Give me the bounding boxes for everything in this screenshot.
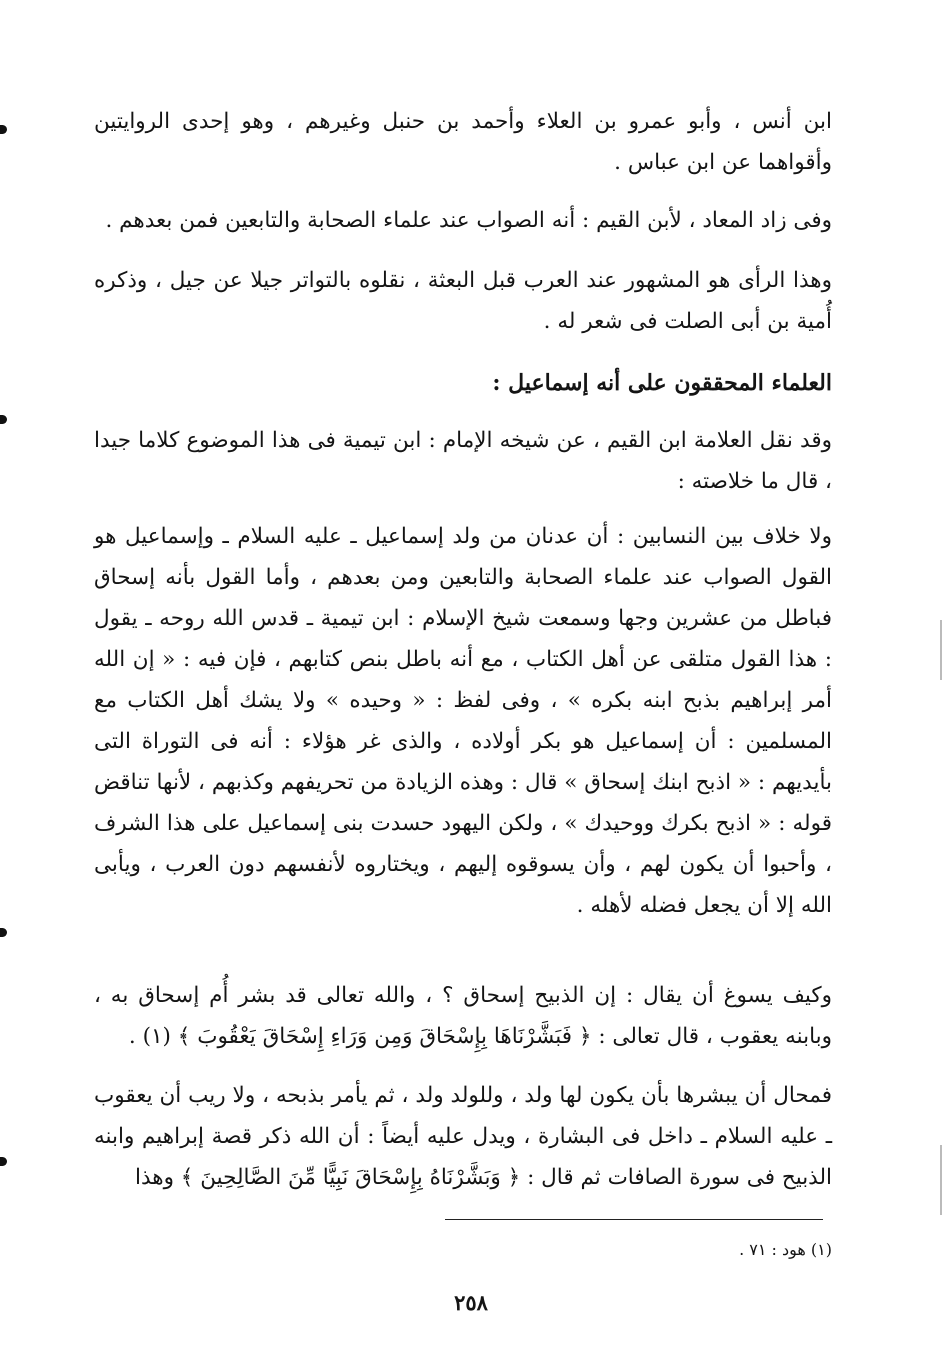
paragraph-zad-al-maad: وفى زاد المعاد ، لأبن القيم : أنه الصواب عند علماء الصحابة والتابعين فمن بعدهم . xyxy=(105,208,832,233)
paragraph-ibn-anas: ابن أنس ، وأبو عمرو بن العلاء وأحمد بن حنبل وغيرهم ، وهو إحدى الروايتين وأقواهما عن ابن عباس . xyxy=(94,109,832,175)
paragraph-genealogists: ولا خلاف بين النسابين : أن عدنان من ولد إسماعيل ـ عليه السلام ـ وإسماعيل هو القول الصواب عند علماء الصحابة والتابعين ومن بعدهم ، وأما القول بأنه إسحاق فباطل من عشرين وجها وسمعت شيخ الإسلام : ابن تيمية ـ قدس الله روحه ـ يقول : هذا القول متلقى عن أهل الكتاب ، مع أنه باطل بنص كتابهم ، فإن فيه : « إن الله أمر إبراهيم بذبح ابنه بكره » ، وفى لفظ : « وحيده » ولا يشك أهل الكتاب مع المسلمين : أن إسماعيل هو بكر أولاده ، والذى غر هؤلاء : أنه فى التوراة التى بأيديهم : « اذبح ابنك إسحاق » قال : وهذه الزيادة من تحريفهم وكذبهم ، لأنها تناقض قوله : « اذبح بكرك ووحيدك » ، ولكن اليهود حسدت بنى إسماعيل على هذا الشرف ، وأحبوا أن يكون لهم ، وأن يسوقوه إليهم ، ويختاروه لأنفسهم دون العرب ، ويأبى الله إلا أن يجعل فضله لأهله . xyxy=(94,524,832,918)
section-heading: العلماء المحققون على أنه إسماعيل : xyxy=(492,370,832,396)
footnote: (١) هود : ٧١ . xyxy=(739,1240,832,1259)
margin-mark xyxy=(0,928,7,937)
page-number: ٢٥٨ xyxy=(454,1290,488,1315)
margin-mark xyxy=(0,125,7,134)
footnote-divider xyxy=(445,1219,823,1220)
paragraph-glad-tidings: وكيف يسوغ أن يقال : إن الذبيح إسحاق ؟ ، والله تعالى قد بشر أُم إسحاق به ، وبابنه يعقوب ، قال تعالى : ﴿ فَبَشَّرْنَاهَا بِإِسْحَاقَ وَمِن وَرَاءِ إِسْحَاقَ يَعْقُوبَ ﴾ (١) . xyxy=(94,983,832,1049)
paragraph-arab-tradition: وهذا الرأى هو المشهور عند العرب قبل البعثة ، نقلوه بالتواتر جيلا عن جيل ، وذكره أُمية بن أبى الصلت فى شعر له . xyxy=(94,268,832,334)
margin-mark xyxy=(0,1157,7,1166)
margin-mark xyxy=(0,415,7,424)
paragraph-impossibility: فمحال أن يبشرها بأن يكون لها ولد ، وللولد ولد ، ثم يأمر بذبحه ، ولا ريب أن يعقوب ـ عليه السلام ـ داخل فى البشارة ، ويدل عليه أيضاً : أن الله ذكر قصة إبراهيم وابنه الذبيح فى سورة الصافات ثم قال : ﴿ وَبَشَّرْنَاهُ بِإِسْحَاقَ نَبِيًّا مِّنَ الصَّالِحِينَ ﴾ وهذا xyxy=(94,1083,832,1190)
paragraph-ibn-taymiyya-intro: وقد نقل العلامة ابن القيم ، عن شيخه الإمام : ابن تيمية فى هذا الموضوع كلاما جيدا ، قال ما خلاصته : xyxy=(94,428,832,494)
